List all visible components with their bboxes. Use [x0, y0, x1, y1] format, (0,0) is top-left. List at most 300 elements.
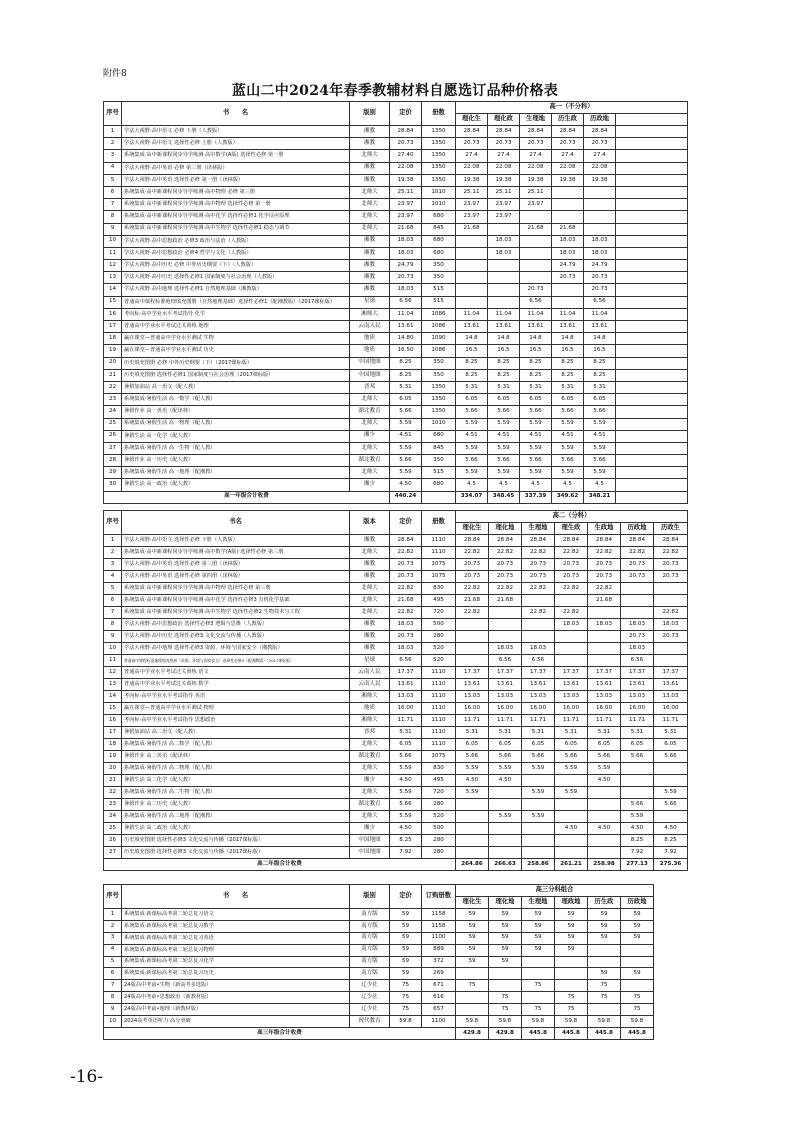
table-row — [104, 956, 688, 968]
blank-cell — [616, 406, 688, 418]
cell-value: 18.03 — [584, 247, 616, 259]
row-number: 17 — [104, 321, 122, 333]
table-row — [104, 406, 688, 418]
cell-value — [489, 799, 522, 811]
cell-value: 8.25 — [456, 369, 488, 381]
publisher: 湘教 — [350, 559, 390, 571]
row-number: 26 — [104, 430, 122, 442]
book-title: 系统集成·暑假生活 高二地理（配湘教） — [122, 811, 350, 823]
cell-value: 59 — [621, 909, 654, 921]
cell-value: 19.38 — [584, 174, 616, 186]
copies: 280 — [422, 631, 456, 643]
cell-value — [456, 811, 489, 823]
publisher: 湘教 — [350, 260, 390, 272]
row-number: 7 — [104, 607, 122, 619]
cell-value: 59 — [522, 944, 555, 956]
cell-value: 6.05 — [522, 739, 555, 751]
publisher: 地质 — [350, 333, 390, 345]
copies: 1110 — [422, 727, 456, 739]
cell-value: 28.84 — [488, 126, 520, 138]
unit-price: 16.50 — [390, 345, 422, 357]
copies: 680 — [422, 247, 456, 259]
book-title: 系统集成·高中新课程同步导学练测·高中数学(A版) 选择性必修 第一册 — [122, 150, 350, 162]
cell-value: 8.25 — [488, 357, 520, 369]
cell-value: 5.59 — [522, 763, 555, 775]
header-combo: 生理地 — [522, 523, 555, 535]
row-number: 27 — [104, 442, 122, 454]
total-value: 334.07 — [456, 491, 488, 503]
table-row — [104, 394, 688, 406]
cell-value: 20.73 — [588, 571, 621, 583]
cell-value: 4.50 — [456, 775, 489, 787]
cell-value: 14.8 — [584, 333, 616, 345]
annex-label: 附件8 — [103, 69, 127, 79]
header-combo: 历生政 — [552, 114, 584, 126]
cell-value — [555, 980, 588, 992]
header-combo: 历政地 — [621, 897, 654, 909]
cell-value: 59.8 — [555, 1016, 588, 1028]
cell-value: 13.03 — [522, 691, 555, 703]
row-number: 9 — [104, 1004, 122, 1016]
cell-value: 8.25 — [520, 357, 552, 369]
table-row — [104, 944, 688, 956]
cell-value: 16.5 — [520, 345, 552, 357]
book-title: 学法大视野·高中英语 必修 第三册（译林版） — [122, 162, 350, 174]
unit-price: 6.56 — [390, 655, 422, 667]
copies: 515 — [422, 284, 456, 296]
table-row — [104, 691, 688, 703]
book-title: 学法大视野·高中地理 选择性必修1 自然地理基础（湘教版） — [122, 284, 350, 296]
cell-value: 59 — [555, 920, 588, 932]
publisher: 北师大 — [350, 467, 390, 479]
blank-cell — [422, 491, 456, 503]
cell-value: 4.5 — [488, 479, 520, 491]
cell-value: 5.66 — [552, 406, 584, 418]
book-title: 考向标·高中学业水平考试指导 思想政治 — [122, 715, 350, 727]
publisher: 地质 — [350, 345, 390, 357]
cell-value: 13.61 — [520, 321, 552, 333]
header-copies: 订购册数 — [422, 885, 456, 909]
cell-value: 20.73 — [654, 571, 688, 583]
publisher: 星球 — [350, 296, 390, 308]
cell-value: 13.03 — [654, 691, 688, 703]
table-row — [104, 643, 688, 655]
cell-value: 75 — [621, 992, 654, 1004]
cell-value: 20.73 — [654, 559, 688, 571]
cell-value: 19.38 — [520, 174, 552, 186]
cell-value: 22.82 — [456, 547, 489, 559]
publisher: 云南人民 — [350, 667, 390, 679]
cell-value: 5.66 — [489, 751, 522, 763]
row-number: 11 — [104, 247, 122, 259]
cell-value: 5.59 — [520, 418, 552, 430]
blank-cell — [616, 394, 688, 406]
cell-value: 5.59 — [584, 442, 616, 454]
cell-value — [555, 643, 588, 655]
total-label: 高三年级合计收费 — [104, 1027, 456, 1039]
book-title: 系统集成·高中新课程同步导学练测·高中化学 选择性必修3 有机化学基础 — [122, 595, 350, 607]
cell-value — [654, 763, 688, 775]
cell-value: 59.8 — [489, 1016, 522, 1028]
cell-value — [489, 980, 522, 992]
header-combo: 生理地 — [522, 897, 555, 909]
cell-value: 27.4 — [456, 150, 488, 162]
cell-value: 59.8 — [621, 1016, 654, 1028]
book-title: 学法大视野·高中思想政治 选择性必修3 逻辑与思维（人教版） — [122, 619, 350, 631]
cell-value: 22.08 — [552, 162, 584, 174]
cell-value — [584, 223, 616, 235]
cell-value: 24.79 — [552, 260, 584, 272]
unit-price: 28.84 — [390, 535, 422, 547]
cell-value — [555, 775, 588, 787]
cell-value: 5.66 — [520, 406, 552, 418]
cell-value — [555, 968, 588, 980]
cell-value — [456, 296, 488, 308]
table-row — [104, 909, 688, 921]
cell-value: 6.05 — [520, 394, 552, 406]
publisher: 北师大 — [350, 739, 390, 751]
book-title: 学法大视野·高中地理 选择性必修3 资源、环境与国家安全（湘教版） — [122, 643, 350, 655]
cell-value: 13.61 — [584, 321, 616, 333]
cell-value: 5.31 — [621, 727, 654, 739]
book-title: 普通高中学业水平考试过关训练 地理 — [122, 321, 350, 333]
book-title: 暑假加油站 高一语文（配人教） — [122, 381, 350, 393]
cell-value: 59 — [489, 956, 522, 968]
cell-value: 18.03 — [588, 619, 621, 631]
header-combo: 理生政 — [555, 523, 588, 535]
cell-value: 13.61 — [456, 321, 488, 333]
row-number: 3 — [104, 150, 122, 162]
cell-value: 22.82 — [621, 547, 654, 559]
book-title: 系统集成·高中新课程同步导学练测·高中生物学 选择性必修2 生物技术与工程 — [122, 607, 350, 619]
unit-price: 22.82 — [390, 583, 422, 595]
cell-value: 20.73 — [654, 631, 688, 643]
cell-value — [552, 284, 584, 296]
row-number: 1 — [104, 535, 122, 547]
row-number: 28 — [104, 455, 122, 467]
cell-value — [555, 835, 588, 847]
header-no: 序号 — [104, 511, 122, 535]
row-number: 10 — [104, 1016, 122, 1028]
cell-value: 5.31 — [456, 727, 489, 739]
row-number: 20 — [104, 357, 122, 369]
cell-value: 59 — [456, 909, 489, 921]
unit-price: 4.50 — [390, 823, 422, 835]
unit-price: 59.8 — [390, 1016, 422, 1028]
cell-value: 16.00 — [555, 703, 588, 715]
cell-value: 20.73 — [584, 272, 616, 284]
copies: 520 — [422, 643, 456, 655]
cell-value — [621, 980, 654, 992]
cell-value: 18.03 — [489, 643, 522, 655]
table-row — [104, 619, 688, 631]
cell-value: 13.61 — [555, 679, 588, 691]
book-title: 系统集成·新课标高考第二轮总复习语文 — [122, 909, 350, 921]
table-row — [104, 751, 688, 763]
cell-value: 28.84 — [456, 535, 489, 547]
cell-value — [456, 235, 488, 247]
cell-value: 19.38 — [552, 174, 584, 186]
row-number: 20 — [104, 763, 122, 775]
cell-value: 6.56 — [621, 655, 654, 667]
cell-value: 22.82 — [456, 607, 489, 619]
unit-price: 21.68 — [390, 595, 422, 607]
cell-value: 4.50 — [555, 823, 588, 835]
cell-value: 20.73 — [552, 272, 584, 284]
book-title: 2024高考英语听力 高分突破 — [122, 1016, 350, 1028]
header-combo: 理化地 — [489, 897, 522, 909]
book-title: 暑假作业 高一英语（配译林） — [122, 406, 350, 418]
header-combo: 生理地 — [520, 114, 552, 126]
cell-value: 23.97 — [488, 211, 520, 223]
unit-price: 18.03 — [390, 235, 422, 247]
publisher: 湘教 — [350, 235, 390, 247]
table-row — [104, 174, 688, 186]
table-row — [104, 418, 688, 430]
header-publisher: 版别 — [350, 885, 390, 909]
cell-value: 5.66 — [456, 406, 488, 418]
book-title: 暑假生活 高二政治（配人教） — [122, 823, 350, 835]
cell-value: 6.56 — [520, 296, 552, 308]
row-number: 3 — [104, 559, 122, 571]
header-combo: 理化生 — [456, 114, 488, 126]
cell-value: 16.5 — [552, 345, 584, 357]
cell-value: 5.59 — [456, 763, 489, 775]
copies: 657 — [422, 1004, 456, 1016]
row-number: 5 — [104, 583, 122, 595]
book-title: 学法大视野·高中语文 选择性必修 上册（人教版） — [122, 138, 350, 150]
cell-value: 7.92 — [621, 847, 654, 859]
copies: 280 — [422, 847, 456, 859]
unit-price: 59 — [390, 920, 422, 932]
cell-value: 16.5 — [456, 345, 488, 357]
cell-value — [488, 223, 520, 235]
publisher: 北师大 — [350, 787, 390, 799]
cell-value — [522, 835, 555, 847]
publisher: 中国地图 — [350, 835, 390, 847]
table-row — [104, 333, 688, 345]
cell-value: 75 — [489, 992, 522, 1004]
publisher: 辽少社 — [350, 980, 390, 992]
publisher: 北师大 — [350, 583, 390, 595]
unit-price: 5.59 — [390, 787, 422, 799]
cell-value: 13.61 — [552, 321, 584, 333]
publisher: 云南人民 — [350, 679, 390, 691]
book-title: 系统集成·新课标高考第二轮总复习物理 — [122, 944, 350, 956]
book-title: 学法大视野·高中英语 选择性必修 第一册（译林版） — [122, 174, 350, 186]
book-title: 历史填充图册 选择性必修3 文化交流与传播（2017课标版） — [122, 847, 350, 859]
header-publisher: 版本 — [350, 511, 390, 535]
cell-value: 6.56 — [489, 655, 522, 667]
copies: 616 — [422, 992, 456, 1004]
cell-value: 5.66 — [488, 406, 520, 418]
table-row — [104, 308, 688, 320]
cell-value — [552, 211, 584, 223]
cell-value: 11.04 — [456, 308, 488, 320]
cell-value: 20.73 — [520, 138, 552, 150]
total-value: 277.13 — [621, 859, 654, 871]
publisher: 湘教 — [350, 643, 390, 655]
row-number: 25 — [104, 823, 122, 835]
header-combo: 历政地 — [584, 114, 616, 126]
publisher: 湘少 — [350, 823, 390, 835]
cell-value — [522, 631, 555, 643]
cell-value: 5.59 — [621, 811, 654, 823]
unit-price: 5.59 — [390, 418, 422, 430]
unit-price: 59 — [390, 932, 422, 944]
cell-value: 5.31 — [654, 727, 688, 739]
cell-value: 18.03 — [488, 247, 520, 259]
cell-value: 8.25 — [584, 369, 616, 381]
cell-value: 18.03 — [621, 643, 654, 655]
cell-value: 4.50 — [654, 823, 688, 835]
unit-price: 5.66 — [390, 455, 422, 467]
copies: 1086 — [422, 321, 456, 333]
cell-value: 59 — [555, 932, 588, 944]
copies: 671 — [422, 980, 456, 992]
cell-value: 5.59 — [456, 787, 489, 799]
unit-price: 17.37 — [390, 667, 422, 679]
row-number: 29 — [104, 467, 122, 479]
cell-value: 22.82 — [555, 583, 588, 595]
book-title: 系统集成·暑假生活 高一物理（配人教） — [122, 418, 350, 430]
cell-value: 17.37 — [489, 667, 522, 679]
cell-value: 8.25 — [456, 357, 488, 369]
cell-value: 5.31 — [489, 727, 522, 739]
table-row — [104, 799, 688, 811]
table-row — [104, 968, 688, 980]
unit-price: 20.73 — [390, 631, 422, 643]
cell-value: 17.37 — [456, 667, 489, 679]
cell-value — [654, 583, 688, 595]
cell-value: 20.73 — [520, 284, 552, 296]
cell-value — [654, 643, 688, 655]
cell-value: 59 — [456, 944, 489, 956]
cell-value: 75 — [621, 1004, 654, 1016]
header-group: 高三分科组合 — [456, 885, 654, 897]
unit-price: 20.73 — [390, 272, 422, 284]
unit-price: 4.50 — [390, 479, 422, 491]
cell-value: 5.66 — [552, 455, 584, 467]
cell-value: 22.08 — [584, 162, 616, 174]
cell-value: 19.38 — [456, 174, 488, 186]
table-row — [104, 679, 688, 691]
cell-value — [588, 944, 621, 956]
header-combo: 理化生 — [456, 897, 489, 909]
cell-value: 22.82 — [522, 583, 555, 595]
row-number: 5 — [104, 174, 122, 186]
cell-value: 5.31 — [555, 727, 588, 739]
table-row — [104, 571, 688, 583]
cell-value: 5.59 — [520, 442, 552, 454]
book-title: 系统集成·暑假生活 高二物理（配人教） — [122, 763, 350, 775]
cell-value — [621, 775, 654, 787]
cell-value: 11.04 — [488, 308, 520, 320]
cell-value — [456, 823, 489, 835]
table-row — [104, 235, 688, 247]
cell-value: 20.73 — [621, 571, 654, 583]
cell-value — [621, 607, 654, 619]
table-row — [104, 583, 688, 595]
blank-cell — [616, 308, 688, 320]
cell-value — [621, 583, 654, 595]
blank-cell — [616, 223, 688, 235]
unit-price: 27.40 — [390, 150, 422, 162]
book-title: 系统集成·高中新课程同步导学练测·高中化学 选择性必修1 化学反应原理 — [122, 211, 350, 223]
row-number: 23 — [104, 799, 122, 811]
cell-value — [489, 787, 522, 799]
cell-value: 14.8 — [456, 333, 488, 345]
table-row — [104, 739, 688, 751]
total-value: 337.39 — [520, 491, 552, 503]
cell-value: 4.51 — [488, 430, 520, 442]
book-title: 24版高中考前•生物（新高考多选版） — [122, 980, 350, 992]
page-title: 蓝山二中2024年春季教辅材料自愿选订品种价格表 — [231, 83, 559, 99]
total-value: 445.8 — [621, 1027, 654, 1039]
table-row — [104, 715, 688, 727]
blank-cell — [616, 345, 688, 357]
publisher: 现代教育 — [350, 1016, 390, 1028]
table-row — [104, 321, 688, 333]
cell-value: 22.82 — [522, 607, 555, 619]
publisher: 中国地图 — [350, 847, 390, 859]
cell-value — [488, 296, 520, 308]
cell-value: 5.66 — [621, 799, 654, 811]
header-name: 书 名 — [122, 885, 350, 909]
publisher: 湘教 — [350, 272, 390, 284]
blank-cell — [616, 333, 688, 345]
book-title: 学法大视野·高中英语 选择性必修 第三册（译林版） — [122, 559, 350, 571]
cell-value: 75 — [489, 1004, 522, 1016]
book-title: 学法大视野·高中历史 必修 中外历史纲要（下）（人教版） — [122, 260, 350, 272]
header-no: 序号 — [104, 885, 122, 909]
cell-value: 4.51 — [552, 430, 584, 442]
cell-value: 22.82 — [456, 583, 489, 595]
blank-cell — [616, 357, 688, 369]
row-number: 12 — [104, 667, 122, 679]
blank-cell — [616, 199, 688, 211]
table-row — [104, 467, 688, 479]
cell-value: 5.59 — [522, 787, 555, 799]
page-number: -16- — [70, 1067, 104, 1087]
cell-value: 28.84 — [456, 126, 488, 138]
table-row — [104, 296, 688, 308]
unit-price: 5.31 — [390, 727, 422, 739]
cell-value: 21.68 — [456, 223, 488, 235]
row-number: 17 — [104, 727, 122, 739]
cell-value: 75 — [588, 980, 621, 992]
cell-value — [520, 272, 552, 284]
cell-value: 6.56 — [522, 655, 555, 667]
cell-value — [555, 799, 588, 811]
cell-value — [456, 284, 488, 296]
cell-value: 5.31 — [520, 381, 552, 393]
table-row — [104, 479, 688, 491]
cell-value: 5.66 — [584, 406, 616, 418]
unit-price: 7.92 — [390, 847, 422, 859]
cell-value: 5.66 — [621, 751, 654, 763]
cell-value: 75 — [456, 980, 489, 992]
table-row — [104, 455, 688, 467]
grade3-table — [103, 884, 688, 1040]
unit-price: 59 — [390, 909, 422, 921]
cell-value: 23.97 — [456, 211, 488, 223]
table-row — [104, 980, 688, 992]
book-title: 24版高中考前•思想政治（新教材版） — [122, 992, 350, 1004]
cell-value: 13.61 — [588, 679, 621, 691]
cell-value: 16.00 — [456, 703, 489, 715]
book-title: 系统集成·高中新课程同步导学练测·高中物理 选择性必修 第三册 — [122, 583, 350, 595]
